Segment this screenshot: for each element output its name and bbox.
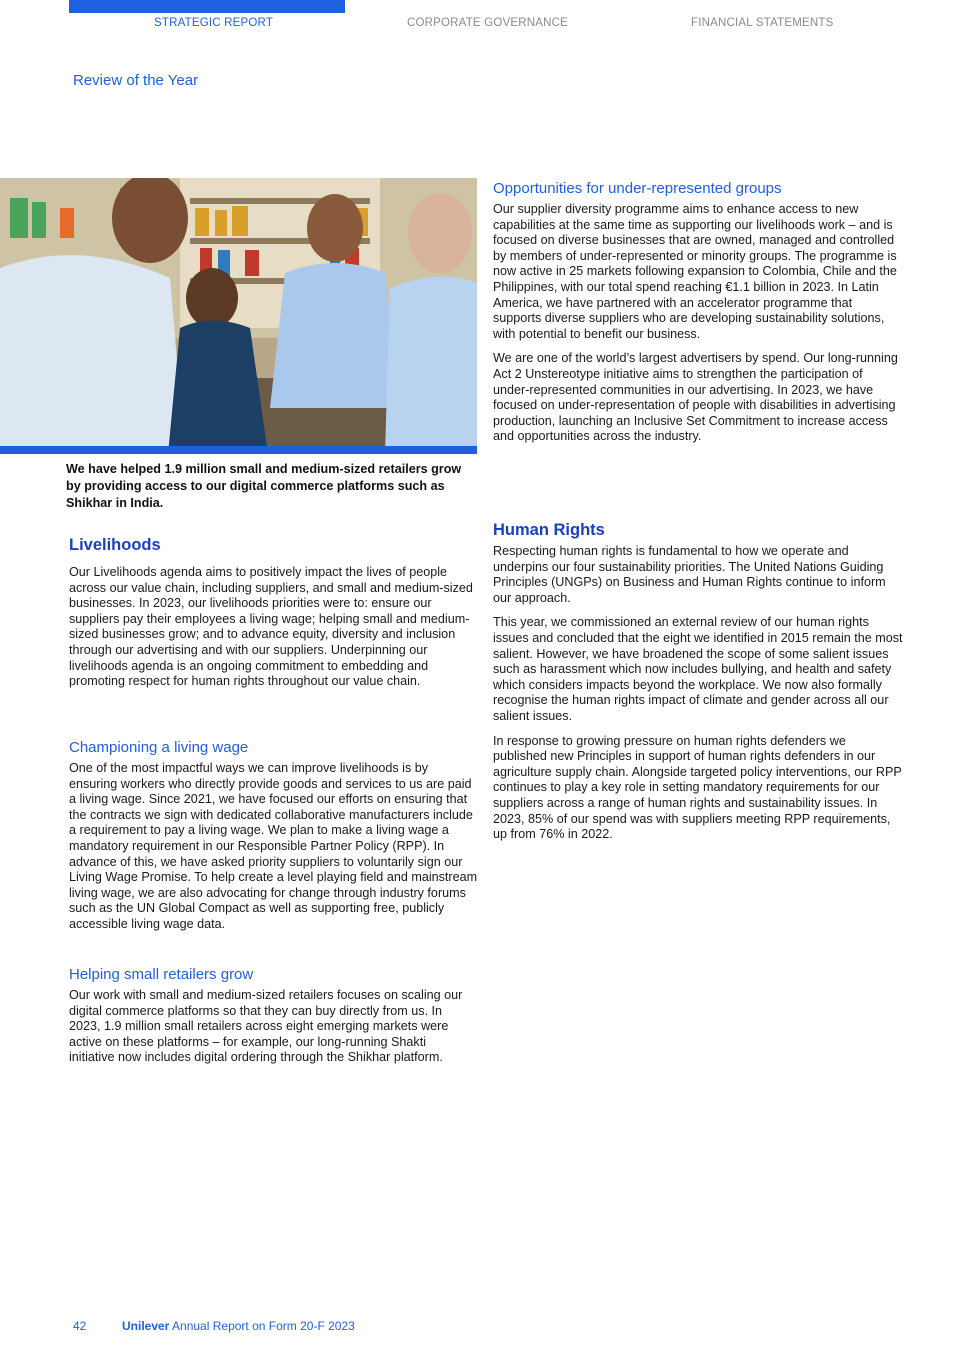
small-retailers-heading: Helping small retailers grow [69, 966, 254, 983]
opportunities-paragraph-2: We are one of the world’s largest advertisers by spend. Our long-running Act 2 Unstereotype initiative aims to strengthen the participation of under-represented communities in our advertising. In 2023, we have focused on under-representation of people with disabilities in advertising production, launching an Inclusive Set Commitment to increase access and opportunities across the industry. [493, 351, 898, 444]
livelihoods-body [69, 565, 477, 690]
section-title: Review of the Year [73, 72, 199, 89]
livelihoods-paragraph: Our Livelihoods agenda aims to positively impact the lives of people across our value chain, including suppliers, and small and medium-sized businesses. In 2023, our livelihoods priorities were to: ensure our suppliers pay their employees a living wage; helping small and medium-sized businesses grow; and to advance equity, diversity and inclusion through our advertising and with our suppliers. Underpinning our livelihoods agenda is an ongoing commitment to embedding and promoting respect for human rights throughout our value chain. [69, 565, 473, 689]
footer-report-name: Annual Report on Form 20-F 2023 [172, 1319, 355, 1333]
opportunities-paragraph-1: Our supplier diversity programme aims to enhance access to new capabilities at the same time as supporting our livelihoods work – and is focused on diverse businesses that are owned, managed and controlled by members of under-represented or minority groups. The programme is now active in 25 markets following expansion to Colombia, Chile and the Philippines, with our total spend reaching €1.1 billion in 2023. In Latin America, we have partnered with an accelerator programme that supports diverse suppliers who are developing sustainability solutions, with potential to benefit our business. [493, 202, 897, 341]
living-wage-body [69, 761, 479, 933]
tab-financial-statements[interactable]: FINANCIAL STATEMENTS [691, 17, 834, 29]
human-rights-paragraph-1: Respecting human rights is fundamental to how we operate and underpins our four sustainability priorities. The United Nations Guiding Principles (UNGPs) on Business and Human Rights continue to inform our approach. [493, 544, 886, 605]
living-wage-paragraph: One of the most impactful ways we can improve livelihoods is by ensuring workers who directly provide goods and services to us are paid a living wage. Since 2021, we have focused our efforts on ensuring that the contracts we sign with dedicated collaborative manufacturers include a requirement to pay a living wage. We plan to make a living wage a mandatory requirement in our Responsible Partner Policy (RPP). In advance of this, we have asked priority suppliers to voluntarily sign our Living Wage Promise. To help create a level playing field and mainstream living wage, we are also advocating for change through industry forums such as the UN Global Compact as well as supporting free, publicly accessible living wage data. [69, 761, 478, 931]
small-retailers-paragraph: Our work with small and medium-sized retailers focuses on scaling our digital commerce platforms so that they can buy directly from us. In 2023, 1.9 million small retailers across eight emerging markets were active on these platforms – for example, our long-running Shakti initiative now includes digital ordering through the Shikhar platform. [69, 988, 463, 1065]
footer-brand-name: Unilever [122, 1319, 170, 1333]
human-rights-paragraph-3: In response to growing pressure on human rights defenders we published new Principles in support of human rights defenders in our agriculture supply chain. Alongside targeted policy interventions, our RPP continues to play a key role in setting mandatory requirements for our suppliers across a range of human rights and sustainability issues. In 2023, 85% of our spend was with suppliers meeting RPP requirements, up from 76% in 2022. [493, 733, 902, 842]
store-photo [0, 178, 477, 454]
human-rights-heading: Human Rights [493, 521, 605, 539]
tab-corporate-governance[interactable]: CORPORATE GOVERNANCE [407, 17, 568, 29]
page-number: 42 [73, 1319, 87, 1333]
footer-report-title [122, 1319, 355, 1333]
livelihoods-heading: Livelihoods [69, 536, 161, 554]
active-tab-indicator [69, 0, 345, 13]
human-rights-paragraph-2: This year, we commissioned an external review of our human rights issues and concluded that the eight we identified in 2015 remain the most salient. However, we have broadened the scope of some salient issues such as harassment which now includes bullying, and health and safety which considers impacts beyond the workplace. We now also formally recognise the human rights impact of climate and gender across all our salient issues. [493, 615, 903, 723]
opportunities-heading: Opportunities for under-represented groups [493, 180, 782, 197]
living-wage-heading: Championing a living wage [69, 739, 249, 756]
tab-strategic-report[interactable]: STRATEGIC REPORT [154, 17, 274, 29]
photo-caption: We have helped 1.9 million small and medium-sized retailers grow by providing access to our digital commerce platforms such as Shikhar in India. [66, 462, 462, 510]
human-rights-body [493, 544, 903, 843]
opportunities-body [493, 202, 901, 445]
small-retailers-body [69, 988, 473, 1066]
